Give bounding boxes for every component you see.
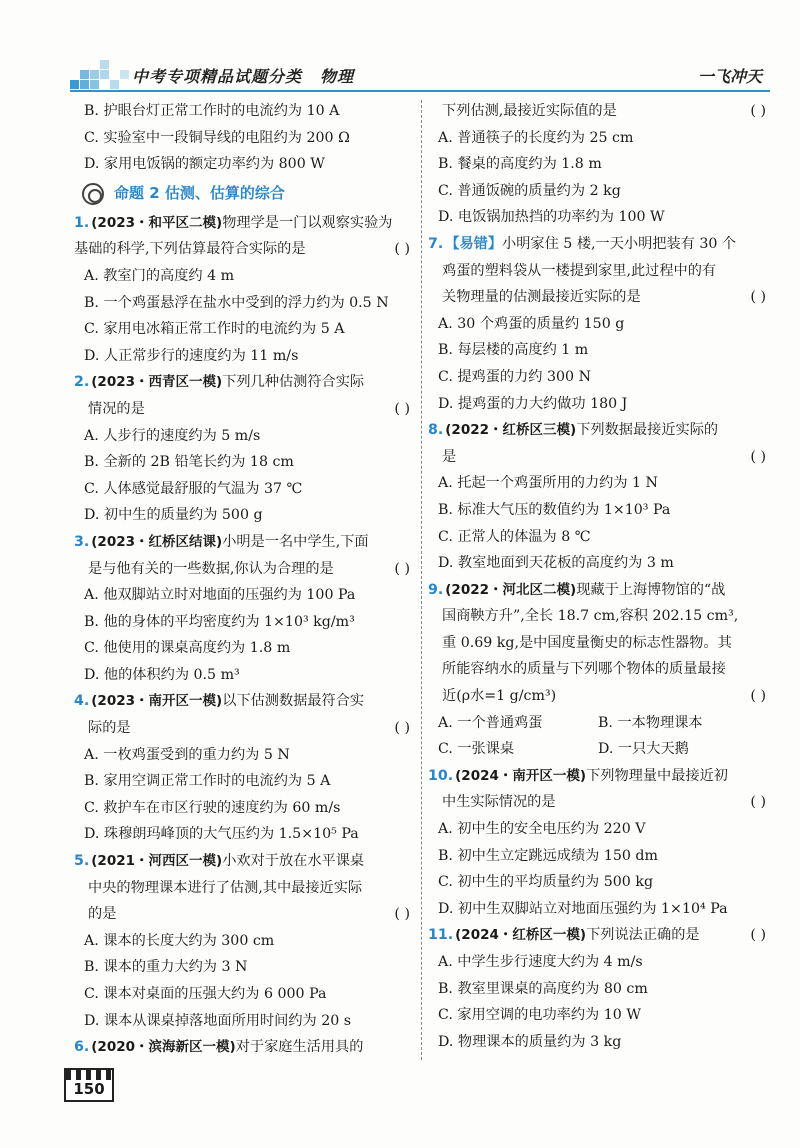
answer-bracket: ( ) xyxy=(394,241,410,258)
question-text: 关物理量的估测最接近实际的是 ( ) xyxy=(428,284,770,311)
option-c: C. 课本对桌面的压强大约为 6 000 Pa xyxy=(84,986,327,1002)
question-text: 鸡蛋的塑料袋从一楼提到家里,此过程中的有 xyxy=(442,262,717,279)
answer-bracket: ( ) xyxy=(394,906,410,923)
option-c: C. 家用空调的电功率约为 10 W xyxy=(438,1007,641,1024)
option-b: B. 一个鸡蛋悬浮在盐水中受到的浮力约为 0.5 N xyxy=(84,294,389,311)
answer-bracket: ( ) xyxy=(394,400,410,417)
question-5: 5. (2021・河西区一模)小欢对于放在水平课桌 xyxy=(74,853,365,870)
answer-bracket: ( ) xyxy=(750,688,766,705)
question-text: 重 0.69 kg,是中国度量衡史的标志性器物。其 xyxy=(442,634,732,651)
option-row xyxy=(428,710,770,737)
question-7: 7. 【易错】小明家住 5 楼,一天小明把装有 30 个 xyxy=(428,235,737,252)
clapper-stripes xyxy=(66,1070,112,1080)
option-a: A. 托起一个鸡蛋所用的力约为 1 N xyxy=(438,475,658,492)
answer-bracket: ( ) xyxy=(750,448,766,465)
option-a: A. 中学生步行速度大约为 4 m/s xyxy=(438,954,643,970)
answer-bracket: ( ) xyxy=(750,927,766,944)
book-title: 中考专项精品试题分类 物理 xyxy=(132,67,355,86)
question-9: 9. (2022・河北区二模)现藏于上海博物馆的“战 xyxy=(428,581,726,598)
option-c: C. 普通饭碗的质量约为 2 kg xyxy=(438,182,621,199)
option-b: B. 餐桌的高度约为 1.8 m xyxy=(438,156,602,173)
option-c: C. 救护车在市区行驶的速度约为 60 m/s xyxy=(84,799,341,816)
option-d: D. 教室地面到天花板的高度约为 3 m xyxy=(438,555,674,572)
question-1: 1. (2023・和平区二模)物理学是一门以观察实验为 xyxy=(74,214,393,231)
subject-label: 物理 xyxy=(320,67,355,86)
option-d: D. 电饭锅加热挡的功率约为 100 W xyxy=(438,209,665,226)
option-line: D. 家用电饭锅的额定功率约为 800 W xyxy=(84,156,325,173)
page-header xyxy=(70,58,770,92)
question-text: 是与他有关的一些数据,你认为合理的是 ( ) xyxy=(74,556,414,583)
question-text: 近(ρ水=1 g/cm³) ( ) xyxy=(428,683,770,710)
option-b: B. 课本的重力大约为 3 N xyxy=(84,959,248,976)
answer-bracket: ( ) xyxy=(750,794,766,811)
question-text: 所能容纳水的质量与下列哪个物体的质量最接 xyxy=(442,661,726,678)
option-a: A. 人步行的速度约为 5 m/s xyxy=(84,427,261,444)
option-c: C. 人体感觉最舒服的气温为 37 ℃ xyxy=(84,480,303,497)
option-c: C. 正常人的体温为 8 ℃ xyxy=(438,528,591,545)
question-text: 中生实际情况的是 ( ) xyxy=(428,789,770,816)
option-d: D. 初中生的质量约为 500 g xyxy=(84,507,263,524)
column-divider xyxy=(421,100,422,1060)
option-c: C. 初中生的平均质量约为 500 kg xyxy=(438,874,654,891)
target-icon xyxy=(82,183,104,205)
option-a: A. 普通筷子的长度约为 25 cm xyxy=(438,129,634,146)
option-d: D. 物理课本的质量约为 3 kg xyxy=(438,1033,622,1050)
question-text: 国商鞅方升”,全长 18.7 cm,容积 202.15 cm³, xyxy=(442,608,739,625)
option-d: D. 初中生双脚站立对地面压强约为 1×10⁴ Pa xyxy=(438,900,728,917)
question-10: 10. (2024・南开区一模)下列物理量中最接近初 xyxy=(428,767,728,784)
option-b: B. 家用空调正常工作时的电流约为 5 A xyxy=(84,773,331,790)
question-text: 基础的科学,下列估算最符合实际的是 ( ) xyxy=(74,236,414,263)
option-d: D. 提鸡蛋的力大约做功 180 J xyxy=(438,395,628,412)
header-rule xyxy=(70,90,770,92)
option-a: A. 教室门的高度约 4 m xyxy=(84,267,235,284)
question-text: 下列估测,最接近实际值的是 ( ) xyxy=(428,98,770,125)
option-b: B. 一本物理课本 xyxy=(598,714,703,731)
option-b: B. 初中生立定跳远成绩为 150 dm xyxy=(438,847,658,864)
option-b: B. 标准大气压的数值约为 1×10³ Pa xyxy=(438,501,671,518)
question-3: 3. (2023・红桥区结课)小明是一名中学生,下面 xyxy=(74,533,369,550)
section-heading: 命题 2 估测、估算的综合 xyxy=(74,178,414,210)
header-decoration xyxy=(70,58,130,90)
option-c: C. 他使用的课桌高度约为 1.8 m xyxy=(84,640,291,657)
answer-bracket: ( ) xyxy=(394,720,410,737)
brand-logo: 一飞冲天 xyxy=(697,67,762,86)
option-a: A. 他双脚站立时对地面的压强约为 100 Pa xyxy=(84,587,356,604)
option-a: A. 课本的长度大约为 300 cm xyxy=(84,932,275,949)
option-line: B. 护眼台灯正常工作时的电流约为 10 A xyxy=(84,103,340,119)
right-column xyxy=(428,98,770,1055)
question-text: 的是 ( ) xyxy=(74,901,414,928)
option-d: D. 人正常步行的速度约为 11 m/s xyxy=(84,347,299,364)
answer-bracket: ( ) xyxy=(750,289,766,306)
question-4: 4. (2023・南开区一模)以下估测数据最符合实 xyxy=(74,693,365,710)
error-prone-tag: 【易错】 xyxy=(445,235,503,252)
option-c: C. 一张课桌 xyxy=(438,741,515,758)
option-a: A. 30 个鸡蛋的质量约 150 g xyxy=(438,315,625,332)
option-b: B. 全新的 2B 铅笔长约为 18 cm xyxy=(84,454,294,471)
option-d: D. 课本从课桌掉落地面所用时间约为 20 s xyxy=(84,1012,352,1029)
option-b: B. 每层楼的高度约 1 m xyxy=(438,342,589,359)
answer-bracket: ( ) xyxy=(750,103,766,119)
option-b: B. 他的身体的平均密度约为 1×10³ kg/m³ xyxy=(84,613,355,630)
option-c: C. 家用电冰箱正常工作时的电流约为 5 A xyxy=(84,321,345,338)
option-d: D. 一只大天鹅 xyxy=(598,741,689,758)
option-d: D. 他的体积约为 0.5 m³ xyxy=(84,666,240,683)
question-text: 际的是 ( ) xyxy=(74,715,414,742)
left-column xyxy=(74,98,414,1061)
question-6: 6. (2020・滨海新区一模)对于家庭生活用具的 xyxy=(74,1039,364,1056)
question-text: 情况的是 ( ) xyxy=(74,396,414,423)
option-b: B. 教室里课桌的高度约为 80 cm xyxy=(438,980,648,997)
option-line: C. 实验室中一段铜导线的电阻约为 200 Ω xyxy=(84,129,350,146)
question-2: 2. (2023・西青区一模)下列几种估测符合实际 xyxy=(74,374,365,391)
option-d: D. 珠穆朗玛峰顶的大气压约为 1.5×10⁵ Pa xyxy=(84,826,359,843)
question-text: 是 ( ) xyxy=(428,444,770,471)
page-number: 150 xyxy=(64,1068,114,1102)
option-row xyxy=(428,736,770,763)
question-text: 中央的物理课本进行了估测,其中最接近实际 xyxy=(88,879,363,896)
option-a: A. 一枚鸡蛋受到的重力约为 5 N xyxy=(84,746,290,763)
option-a: A. 初中生的安全电压约为 220 V xyxy=(438,821,646,838)
question-8: 8. (2022・红桥区三模)下列数据最接近实际的 xyxy=(428,422,719,439)
option-c: C. 提鸡蛋的力约 300 N xyxy=(438,368,592,385)
option-a: A. 一个普通鸡蛋 xyxy=(438,714,543,731)
question-11: 11. (2024・红桥区一模)下列说法正确的是 ( ) xyxy=(428,922,770,949)
answer-bracket: ( ) xyxy=(394,560,410,577)
